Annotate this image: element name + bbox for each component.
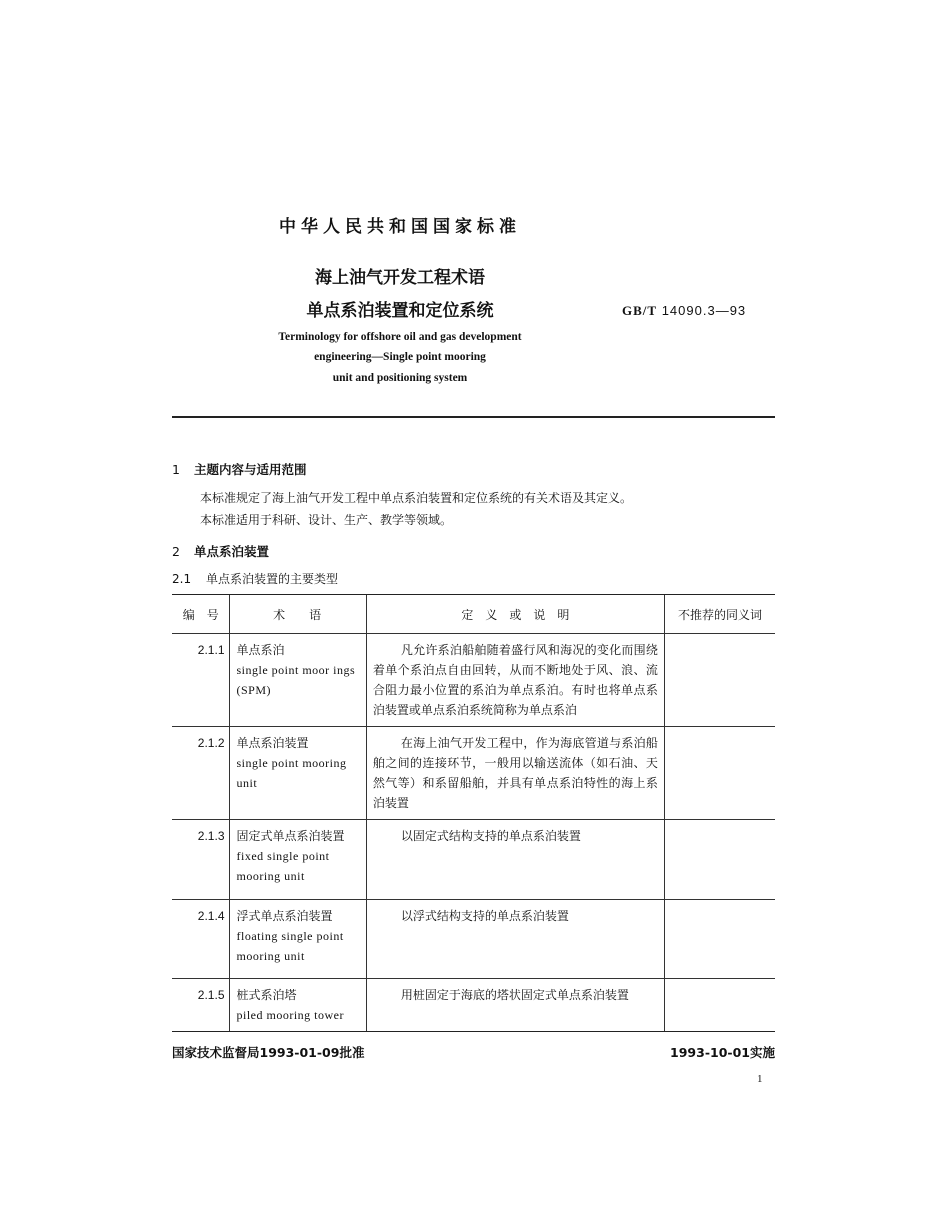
section-2-heading: [172, 542, 269, 560]
row-term: [229, 820, 366, 900]
row-synonym: [664, 900, 775, 979]
term-en: floating single point mooring unit: [236, 929, 344, 963]
section-2-title: 单点系泊装置: [194, 544, 270, 559]
row-term: [229, 727, 366, 820]
section-1-para-1: 本标准规定了海上油气开发工程中单点系泊装置和定位系统的有关术语及其定义。: [200, 491, 633, 505]
row-synonym: [664, 979, 775, 1032]
term-cn: 单点系泊: [236, 643, 285, 657]
table-row: [172, 979, 775, 1032]
section-1-number: 1: [172, 462, 180, 477]
row-definition: 在海上油气开发工程中，作为海底管道与系泊船舶之间的连接环节，一般用以输送流体（如石油、天然气等）和系留船舶，并具有单点系泊特性的海上系泊装置: [366, 727, 664, 820]
term-cn: 浮式单点系泊装置: [236, 909, 333, 923]
section-1-para-2: 本标准适用于科研、设计、生产、教学等领域。: [200, 513, 453, 527]
term-cn: 桩式系泊塔: [236, 988, 297, 1002]
table-row: [172, 820, 775, 900]
header-term: 术 语: [229, 595, 366, 634]
row-no: 2.1.5: [172, 979, 229, 1032]
title-en-line3: unit and positioning system: [332, 372, 468, 384]
table-row: [172, 900, 775, 979]
effective-date: 1993-10-01实施: [670, 1045, 775, 1060]
row-definition: 凡允许系泊船舶随着盛行风和海况的变化而围绕着单个系泊点自由回转，从而不断地处于风、浪、流合阻力最小位置的系泊为单点系泊。有时也将单点系泊装置或单点系泊系统简称为单点系泊: [366, 634, 664, 727]
title-en-line1: Terminology for offshore oil and gas development: [278, 331, 522, 343]
term-cn: 固定式单点系泊装置: [236, 829, 345, 843]
section-2-number: 2: [172, 544, 180, 559]
section-1-title: 主题内容与适用范围: [194, 462, 307, 477]
subsection-2-1-heading: [172, 570, 338, 587]
row-no: 2.1.3: [172, 820, 229, 900]
header-synonym: 不推荐的同义词: [664, 595, 775, 634]
terms-table: [172, 594, 775, 1032]
table-row: [172, 634, 775, 727]
title-en-line2: engineering—Single point mooring: [314, 351, 486, 363]
row-term: [229, 979, 366, 1032]
code-prefix: GB/T: [622, 303, 658, 318]
header-divider: [172, 416, 775, 418]
term-en: single point mooring unit: [236, 756, 347, 790]
approval-date: 国家技术监督局1993-01-09批准: [172, 1045, 365, 1060]
standard-type: 中华人民共和国国家标准: [279, 217, 521, 237]
row-synonym: [664, 820, 775, 900]
code-number: 14090.3—93: [661, 303, 747, 318]
row-synonym: [664, 634, 775, 727]
row-no: 2.1.4: [172, 900, 229, 979]
term-en: single point moor ings (SPM): [236, 663, 356, 697]
page-number: 1: [757, 1073, 763, 1085]
term-cn: 单点系泊装置: [236, 736, 309, 750]
row-definition: 以浮式结构支持的单点系泊装置: [366, 900, 664, 979]
table-row: [172, 727, 775, 820]
term-en: piled mooring tower: [236, 1008, 344, 1022]
standard-code: [622, 303, 746, 319]
subsection-number: 2.1: [172, 572, 192, 586]
title-cn-line1: 海上油气开发工程术语: [315, 268, 485, 288]
subsection-title: 单点系泊装置的主要类型: [206, 572, 339, 586]
row-no: 2.1.2: [172, 727, 229, 820]
row-term: [229, 634, 366, 727]
header-definition: 定 义 或 说 明: [366, 595, 664, 634]
term-en: fixed single point mooring unit: [236, 849, 330, 883]
table-header-row: [172, 595, 775, 634]
row-synonym: [664, 727, 775, 820]
title-cn-line2: 单点系泊装置和定位系统: [306, 301, 494, 321]
header-no: 编 号: [172, 595, 229, 634]
row-term: [229, 900, 366, 979]
row-definition: 以固定式结构支持的单点系泊装置: [366, 820, 664, 900]
section-1-heading: [172, 460, 307, 478]
row-definition: 用桩固定于海底的塔状固定式单点系泊装置: [366, 979, 664, 1032]
row-no: 2.1.1: [172, 634, 229, 727]
